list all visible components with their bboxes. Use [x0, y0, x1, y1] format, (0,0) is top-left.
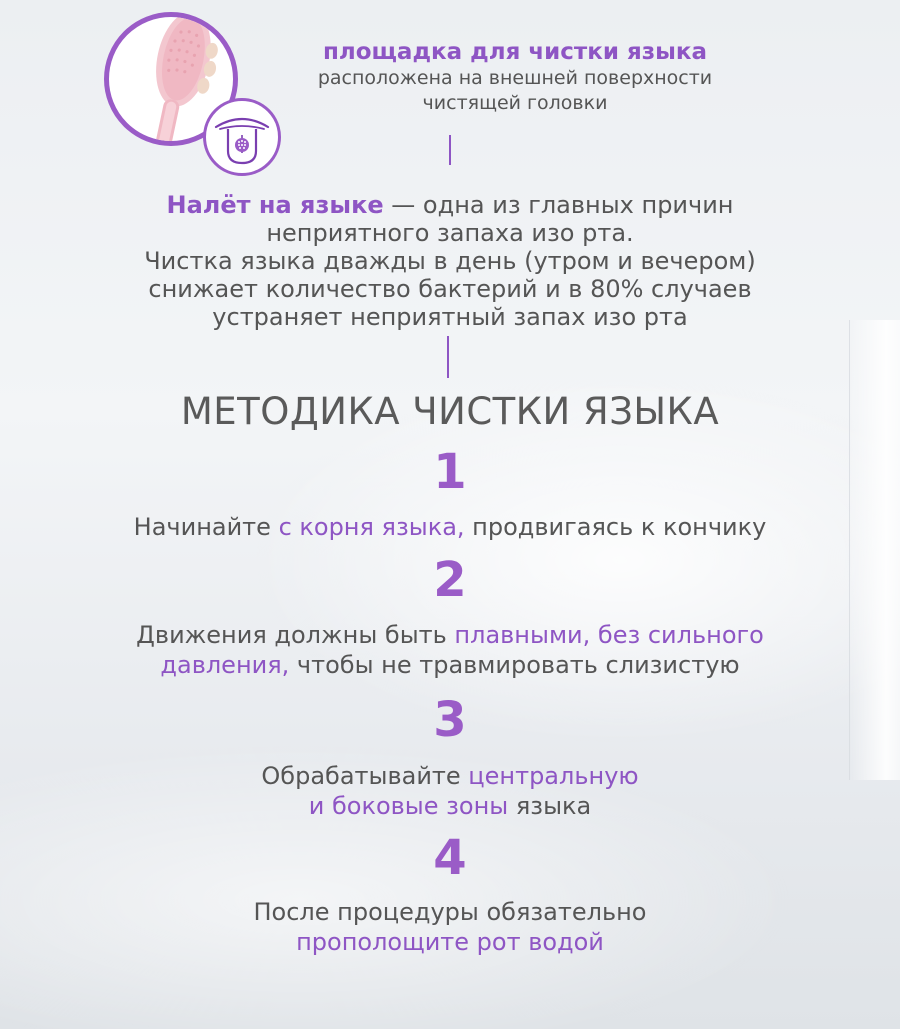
step-2-text-highlight2: давления,	[160, 651, 290, 679]
step-1-text-highlight: с корня языка,	[278, 513, 465, 541]
step-3-text-highlight2: и боковые зоны	[308, 792, 509, 820]
brush-callout-subtitle	[270, 66, 760, 116]
plaque-info-paragraph	[0, 191, 900, 331]
plaque-highlight: Налёт на языке	[166, 191, 384, 219]
plaque-info-line1	[0, 191, 900, 219]
step-2-text	[0, 620, 900, 680]
brush-callout-subtitle-line1: расположена на внешней поверхности	[317, 67, 713, 89]
step-3-text-highlight1: центральную	[468, 762, 639, 790]
step-3-text-b: языка	[508, 792, 592, 820]
brush-callout-title: площадка для чистки языка	[322, 39, 708, 65]
step-1-text-c: продвигаясь к кончику	[464, 513, 767, 541]
step-4-text-highlight: прополощите рот водой	[296, 928, 604, 956]
step-2-number: 2	[433, 552, 467, 608]
step-2-text-a: Движения должны быть	[136, 621, 455, 649]
tongue-icon	[206, 101, 278, 173]
plaque-line1-rest: — одна из главных причин	[383, 191, 734, 219]
step-1-number: 1	[433, 444, 467, 500]
plaque-info-line2: неприятного запаха изо рта.	[266, 219, 634, 247]
step-3-text-a: Обрабатывайте	[261, 762, 469, 790]
step-3-text	[0, 761, 900, 821]
divider-line-1	[449, 135, 451, 165]
step-2-text-highlight1: плавными, без сильного	[454, 621, 764, 649]
step-2-text-b: чтобы не травмировать слизистую	[289, 651, 740, 679]
plaque-info-line5: устраняет неприятный запах изо рта	[212, 303, 688, 331]
step-4-text	[0, 897, 900, 957]
plaque-info-line3: Чистка языка дважды в день (утром и вечером)	[144, 247, 756, 275]
step-4-number: 4	[433, 830, 467, 886]
step-1-text-a: Начинайте	[133, 513, 279, 541]
plaque-info-line4: снижает количество бактерий и в 80% случаев	[148, 275, 752, 303]
divider-line-2	[447, 336, 449, 378]
step-4-text-line1: После процедуры обязательно	[253, 898, 647, 926]
brush-callout-subtitle-line2: чистящей головки	[422, 92, 608, 114]
method-title: МЕТОДИКА ЧИСТКИ ЯЗЫКА	[180, 390, 720, 433]
step-1-text	[0, 512, 900, 542]
step-3-number: 3	[433, 692, 467, 748]
